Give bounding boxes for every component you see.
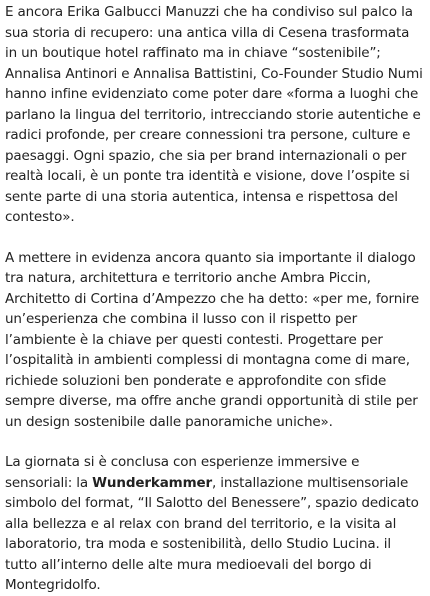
article-paragraph-3 bbox=[5, 452, 425, 596]
paragraph-3-intro: La giornata si è conclusa con esperienze immersive e sensoriali: la bbox=[5, 454, 360, 491]
article-paragraph-1: E ancora Erika Galbucci Manuzzi che ha condiviso sul palco la sua storia di recupero: una antica villa di Cesena trasformata in un boutique hotel raffinato ma in chiave “sostenibile”; Annalisa Antinori e Annalisa Battistini, Co-Founder Studio Numi hanno infine evidenziato come poter dare «forma a luoghi che parlano la lingua del territorio, intrecciando storie autentiche e radici profonde, per creare connessioni tra persone, culture e paesaggi. Ogni spazio, che sia per brand internazionali o per realtà locali, è un ponte tra identità e visione, dove l’ospite si sente parte di una storia autentica, intensa e rispettosa del contesto». bbox=[5, 4, 423, 225]
wunderkammer-highlight: Wunderkammer bbox=[92, 474, 212, 491]
article-paragraph-2: A mettere in evidenza ancora quanto sia importante il dialogo tra natura, architettura e territorio anche Ambra Piccin, Architetto di Cortina d’Ampezzo che ha detto: «per me, fornire un’esperienza che combina il lusso con il rispetto per l’ambiente è la chiave per questi contesti. Progettare per l’ospitalità in ambienti complessi di montagna come di mare, richiede soluzioni ben ponderate e approfondite con sfide sempre diverse, ma offre anche grandi opportunità di stile per un design sostenibile dalle panoramiche uniche». bbox=[5, 249, 419, 430]
paragraph-3-rest: , installazione multisensoriale simbolo del format, “Il Salotto del Benessere”, spazio dedicato alla bellezza e al relax con brand del territorio, e la visita al laboratorio, tra moda e sostenibilità, dello Studio Lucina. il tutto all’interno delle alte mura medioevali del borgo di Montegridolfo. bbox=[5, 474, 419, 593]
